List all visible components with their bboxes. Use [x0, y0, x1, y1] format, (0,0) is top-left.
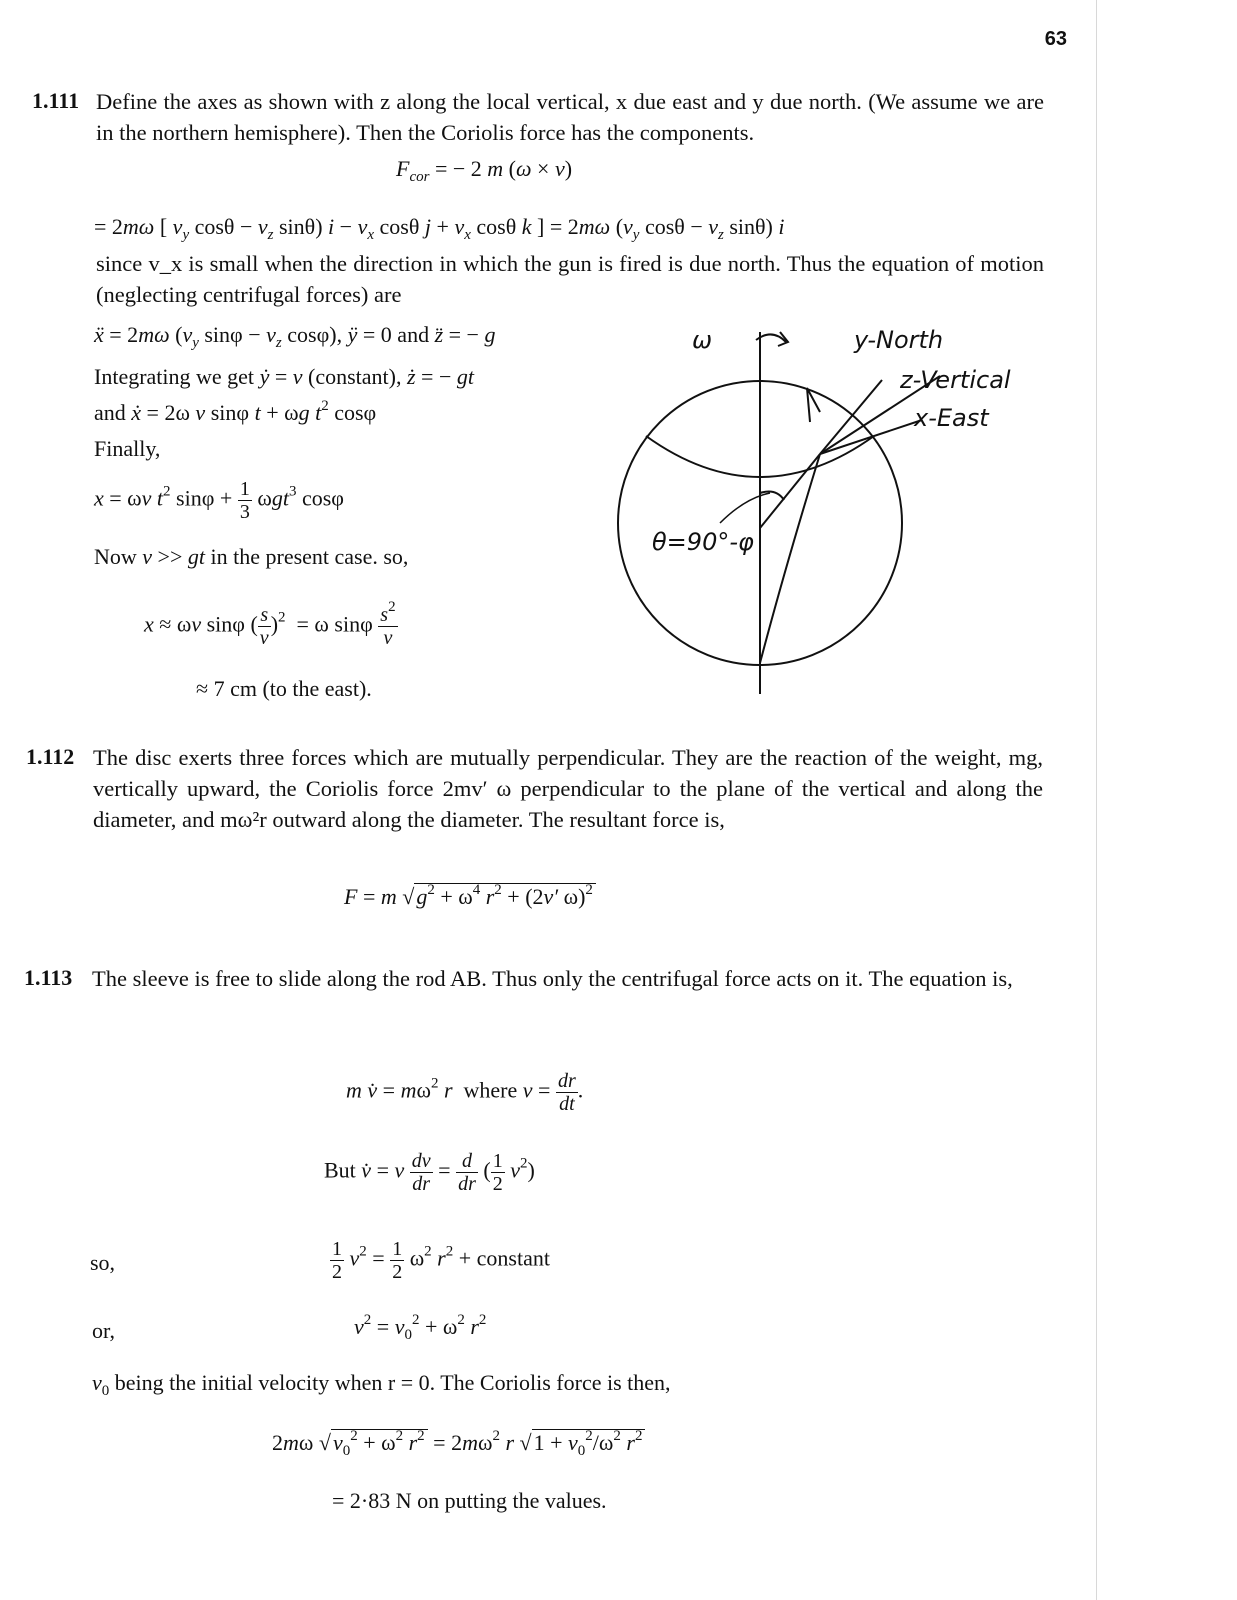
so-label: so,	[90, 1250, 116, 1275]
page-number: 63	[1044, 28, 1067, 50]
or-label: or,	[92, 1318, 115, 1343]
page-edge-line	[1096, 0, 1097, 1600]
equation-v-dot: But v̇ = v $\frac{dv}{dr}$ = $\frac{d}{dr}$ ( $\frac{1}{2}$ $v^2$)	[324, 1150, 535, 1195]
z-vertical-label: z-Vertical	[900, 366, 1011, 394]
earth-axes-diagram	[610, 318, 1030, 696]
equation-x-approx: x ≈ ωv sinφ ( $\frac{s}{v}$ )$^2$ = ω sinφ $\frac{s^2}{v}$	[144, 599, 396, 649]
and-x-line: and ẋ = 2ω v sinφ t + ωg $t^2$ cosφ	[94, 398, 377, 425]
problem-1-111-intro: Define the axes as shown with z along the local vertical, x due east and y due north. (We assume we are in the northern hemisphere). Then the Coriolis force has the components.	[96, 89, 1044, 145]
problem-1-112-text: The disc exerts three forces which are mutually perpendicular. They are the reaction of the weight, mg, vertically upward, the Coriolis force 2mv′ ω perpendicular to the plane of the vertical and along the diameter, and mω²r outward along the diameter. The resultant force is,	[93, 745, 1043, 832]
equation-x-position: x = ωv $t^2$ sinφ + $\frac{1}{3}$ ωgt$^3$ cosφ	[94, 478, 344, 523]
problem-number-1-112: 1.112	[26, 744, 75, 769]
angle-label: θ=90°-φ	[652, 528, 754, 556]
x-east-label: x-East	[914, 404, 989, 432]
equation-sleeve-motion: m v̇ = $m\omega^2$ r where v = $\frac{dr}{dt}$ .	[346, 1070, 584, 1115]
problem-number-1-113: 1.113	[24, 965, 73, 990]
angle-pointer	[720, 493, 770, 523]
now-line: Now v >> gt in the present case. so,	[94, 544, 409, 569]
result-7cm: ≈ 7 cm (to the east).	[196, 676, 372, 701]
problem-1-111-since-text: since v_x is small when the direction in which the gun is fired is due north. Thus the equation of motion (neglecting centrifugal forces) are	[96, 251, 1044, 307]
equation-energy: $\frac{1}{2}$ $v^2$ = $\frac{1}{2}$ $\omega^2$ $r^2$ + constant	[332, 1238, 550, 1283]
equation-coriolis-force: $F_{cor}$ = − 2 m (ω × v)	[396, 156, 573, 185]
y-north-label: y-North	[854, 326, 944, 354]
equation-of-motion: ẍ = 2mω ($v_y$ $\sin\varphi - v_z$ cosφ), ÿ = 0 and z̈ = − g	[94, 322, 496, 351]
angle-arc	[760, 492, 784, 500]
v0-line: $v_0$ being the initial velocity when r = 0. The Coriolis force is then,	[92, 1370, 671, 1399]
equation-force-components: = 2mω [ $v_y$ $\cos\theta - v_z$ sinθ) $i - v_x$ cosθ $j + v_x$ cosθ k ] = 2mω ($v_y$ $\cos\theta - v_z$ sinθ) i	[94, 214, 785, 243]
problem-1-113-text: The sleeve is free to slide along the rod AB. Thus only the centrifugal force acts on it. The equation is,	[92, 966, 1013, 991]
final-result: = 2·83 N on putting the values.	[332, 1488, 607, 1513]
meridian-arc	[760, 454, 820, 663]
omega-label: ω	[692, 326, 713, 354]
equation-v-squared: $v^2 = v_0^2 + \omega^2$ $r^2$	[354, 1312, 487, 1343]
problem-number-1-111: 1.111	[32, 88, 80, 113]
equation-resultant-force: F = m $√g^2 + \omega^4$ $r^2 + (2v'$ ω)$^2$	[344, 884, 596, 910]
equation-coriolis-result: 2mω $√v_0^2 + \omega^2$ $r^2 = 2m\omega^2$ r $√1 + v_0^2/\omega^2$ $r^2$	[272, 1430, 645, 1456]
v0-text: being the initial velocity when r = 0. The Coriolis force is then,	[114, 1370, 671, 1395]
integrating-line: Integrating we get ẏ = v (constant), ż = − gt	[94, 364, 474, 389]
finally-label: Finally,	[94, 436, 161, 461]
